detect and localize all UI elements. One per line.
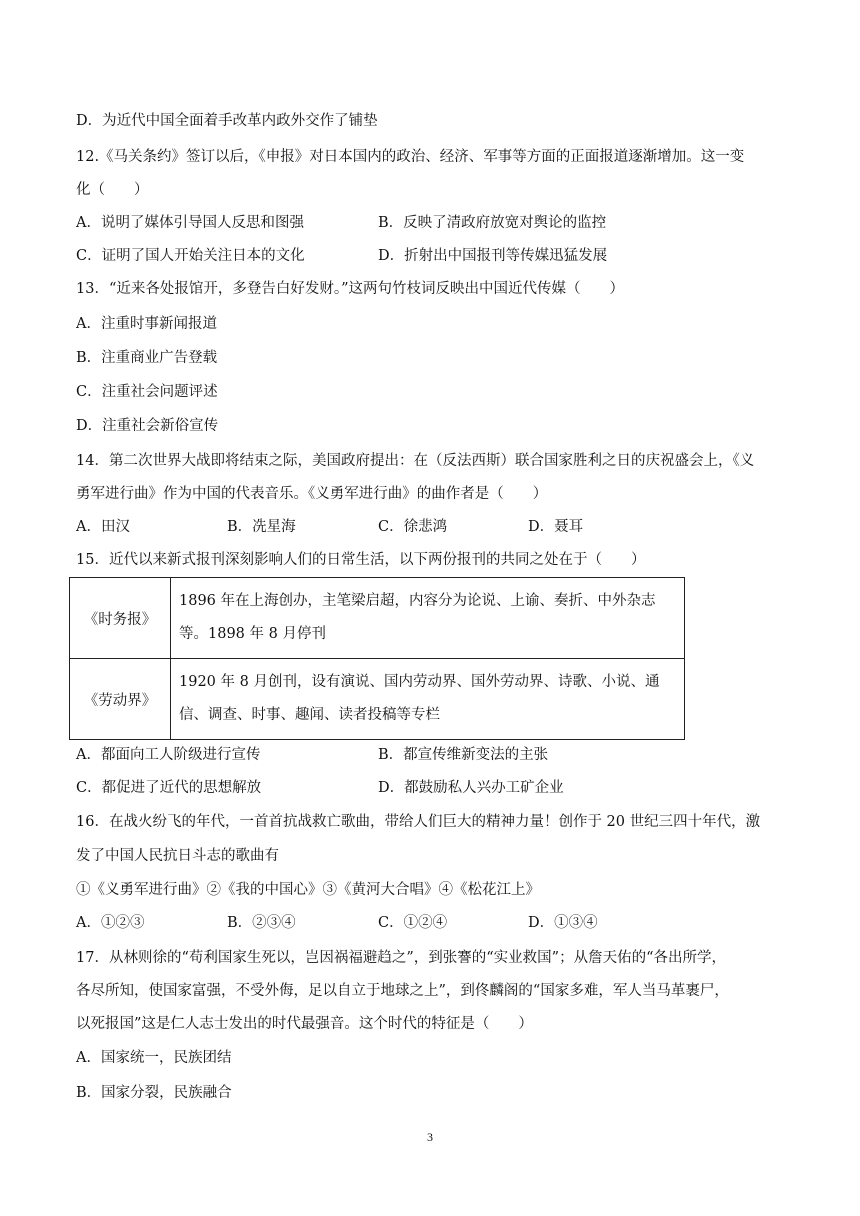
- q17-stem-line3: 以死报国”这是仁人志士发出的时代最强音。这个时代的特征是（ ）: [76, 1016, 533, 1032]
- newspaper-name: 《时务报》: [70, 578, 171, 659]
- newspaper-table: [69, 577, 685, 740]
- q14-option-c: C．徐悲鸿: [378, 519, 448, 535]
- q16-option-a: A．①②③: [76, 915, 145, 931]
- q15-option-c: C．都促进了近代的思想解放: [76, 780, 262, 796]
- description-line: 1896 年在上海创办，主笔梁启超，内容分为论说、上谕、奏折、中外杂志: [179, 593, 656, 609]
- newspaper-description: [171, 578, 685, 659]
- newspaper-description: [171, 659, 685, 740]
- q15-stem: 15．近代以来新式报刊深刻影响人们的日常生活，以下两份报刊的共同之处在于（ ）: [76, 552, 646, 568]
- q16-items: ①《义勇军进行曲》②《我的中国心》③《黄河大合唱》④《松花江上》: [76, 882, 540, 898]
- q14-stem-line1: 14．第二次世界大战即将结束之际，美国政府提出：在（反法西斯）联合国家胜利之日的庆祝盛会上，《义: [76, 453, 755, 469]
- q13-option-a: A．注重时事新闻报道: [76, 316, 217, 332]
- newspaper-name: 《劳动界》: [70, 659, 171, 740]
- q12-option-c: C．证明了国人开始关注日本的文化: [76, 248, 305, 264]
- q12-option-d: D．折射出中国报刊等传媒迅猛发展: [378, 248, 608, 264]
- q17-stem-line2: 各尽所知，使国家富强，不受外侮，足以自立于地球之上”，到佟麟阁的“国家多难，军人当马革裹尸，: [76, 983, 729, 999]
- q16-stem-line1: 16．在战火纷飞的年代，一首首抗战救亡歌曲，带给人们巨大的精神力量！创作于 20 世纪三四十年代，激: [76, 814, 761, 830]
- q14-option-d: D．聂耳: [528, 519, 584, 535]
- q17-option-b: B．国家分裂，民族融合: [76, 1085, 232, 1101]
- q17-stem-line1: 17．从林则徐的“苟利国家生死以，岂因祸福避趋之”，到张謇的“实业救国”；从詹天佑的“各出所学，: [76, 950, 727, 966]
- q15-option-d: D．都鼓励私人兴办工矿企业: [378, 780, 564, 796]
- q12-stem-line2: 化（ ）: [76, 182, 149, 198]
- q14-stem-line2: 勇军进行曲》作为中国的代表音乐。《义勇军进行曲》的曲作者是（ ）: [76, 486, 548, 502]
- q12-stem-line1: 12.《马关条约》签订以后，《申报》对日本国内的政治、经济、军事等方面的正面报道逐渐增加。这一变: [76, 149, 745, 165]
- q17-option-a: A．国家统一，民族团结: [76, 1050, 232, 1066]
- q15-option-a: A．都面向工人阶级进行宣传: [76, 747, 261, 763]
- description-line: 1920 年 8 月创刊，设有演说、国内劳动界、国外劳动界、诗歌、小说、通: [179, 674, 660, 690]
- q14-option-a: A．田汉: [76, 519, 130, 535]
- q11-option-d: D．为近代中国全面着手改革内政外交作了铺垫: [76, 113, 378, 129]
- q12-option-b: B．反映了清政府放宽对舆论的监控: [378, 215, 607, 231]
- q15-option-b: B．都宣传维新变法的主张: [378, 747, 549, 763]
- table-row: [70, 659, 685, 740]
- description-line: 等。1898 年 8 月停刊: [179, 626, 326, 642]
- q13-option-b: B．注重商业广告登载: [76, 350, 218, 366]
- q16-stem-line2: 发了中国人民抗日斗志的歌曲有: [76, 848, 279, 864]
- q14-option-b: B．冼星海: [227, 519, 296, 535]
- q13-option-d: D．注重社会新俗宣传: [76, 418, 219, 434]
- q16-option-c: C．①②④: [378, 915, 448, 931]
- q12-option-a: A．说明了媒体引导国人反思和图强: [76, 215, 304, 231]
- q16-option-d: D．①③④: [528, 915, 598, 931]
- page-number: 3: [427, 1130, 433, 1144]
- q13-stem: 13．“近来各处报馆开，多登告白好发财。”这两句竹枝词反映出中国近代传媒（ ）: [76, 281, 625, 297]
- q13-option-c: C．注重社会问题评述: [76, 384, 218, 400]
- description-line: 信、调查、时事、趣闻、读者投稿等专栏: [179, 707, 440, 723]
- q16-option-b: B．②③④: [227, 915, 296, 931]
- table-row: [70, 578, 685, 659]
